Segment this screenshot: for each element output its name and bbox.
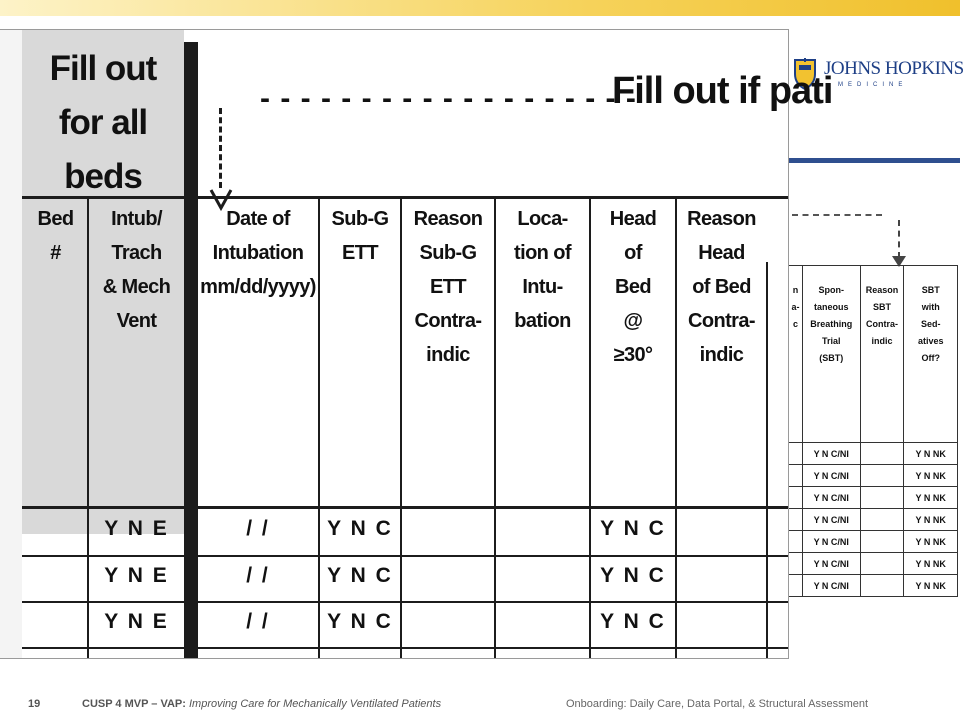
row-1-date: / / [246, 517, 270, 540]
row-1-intub: Y N E [104, 517, 169, 540]
header-top-rule [22, 196, 788, 199]
row-rule [22, 647, 788, 649]
slide-number: 19 [28, 698, 41, 710]
background-sbt-table [788, 265, 958, 597]
header-sub-g-ett: Sub-G ETT [331, 208, 389, 264]
header-bed-number: Bed # [37, 208, 74, 264]
row-rule [22, 555, 788, 557]
bg-header-cell: n a- c [789, 266, 803, 443]
row-rule [22, 601, 788, 603]
header-reason-sub-g: Reason Sub-G ETT Contra- indic [413, 208, 483, 366]
row-2-date: / / [246, 564, 270, 587]
fill-out-if-patient-label: Fill out if pati [612, 70, 833, 112]
fill-out-for-all-beds-label: Fill out for all beds [49, 49, 157, 196]
left-margin-strip [0, 30, 22, 658]
logo-name: JOHNS HOPKINS [824, 58, 964, 79]
table-row: Y N C/NI Y N NK [789, 553, 958, 575]
background-dashed-line [792, 214, 882, 216]
row-2-sub-g: Y N C [327, 564, 393, 587]
column-rule [766, 262, 768, 658]
dashed-connector: - - - - - - - - - - - - - - - - - - - [260, 82, 637, 115]
header-date-of-intubation: Date of Intubation mm/dd/yyyy) [200, 208, 316, 298]
bg-header-cell: Spon- taneous Breathing Trial (SBT) [802, 266, 860, 443]
logo-subtitle: MEDICINE [838, 82, 908, 88]
table-row: Y N C/NI Y N NK [789, 465, 958, 487]
header-reason-head-of-bed: Reason Head of Bed Contra- indic [687, 208, 756, 366]
dashed-arrow-line [219, 108, 222, 188]
row-2-intub: Y N E [104, 564, 169, 587]
bg-header-cell: Reason SBT Contra- indic [860, 266, 904, 443]
background-arrow-line [898, 220, 900, 258]
table-row: Y N C/NI Y N NK [789, 531, 958, 553]
row-1-head-of-bed: Y N C [600, 517, 666, 540]
row-2-head-of-bed: Y N C [600, 564, 666, 587]
table-row: Y N C/NI Y N NK [789, 487, 958, 509]
row-3-head-of-bed: Y N C [600, 610, 666, 633]
table-row: Y N C/NI Y N NK [789, 509, 958, 531]
row-1-sub-g: Y N C [327, 517, 393, 540]
header-bottom-rule [22, 506, 788, 509]
row-3-date: / / [246, 610, 270, 633]
header-head-of-bed: Head of Bed @ ≥30° [609, 208, 657, 366]
header-intub-trach: Intub/ Trach & Mech Vent [102, 208, 171, 332]
thick-divider-bar [184, 42, 198, 658]
table-row: Y N C/NI Y N NK [789, 575, 958, 597]
header-location-of-intubation: Loca- tion of Intu- bation [514, 208, 571, 332]
footer-section-label: Onboarding: Daily Care, Data Portal, & Structural Assessment [566, 698, 869, 710]
row-3-intub: Y N E [104, 610, 169, 633]
footer-title: CUSP 4 MVP – VAP: Improving Care for Mechanically Ventilated Patients [82, 698, 442, 710]
bg-header-cell: SBT with Sed- atives Off? [904, 266, 958, 443]
row-3-sub-g: Y N C [327, 610, 393, 633]
table-row: Y N C/NI Y N NK [789, 443, 958, 465]
top-gradient-band [0, 0, 960, 16]
